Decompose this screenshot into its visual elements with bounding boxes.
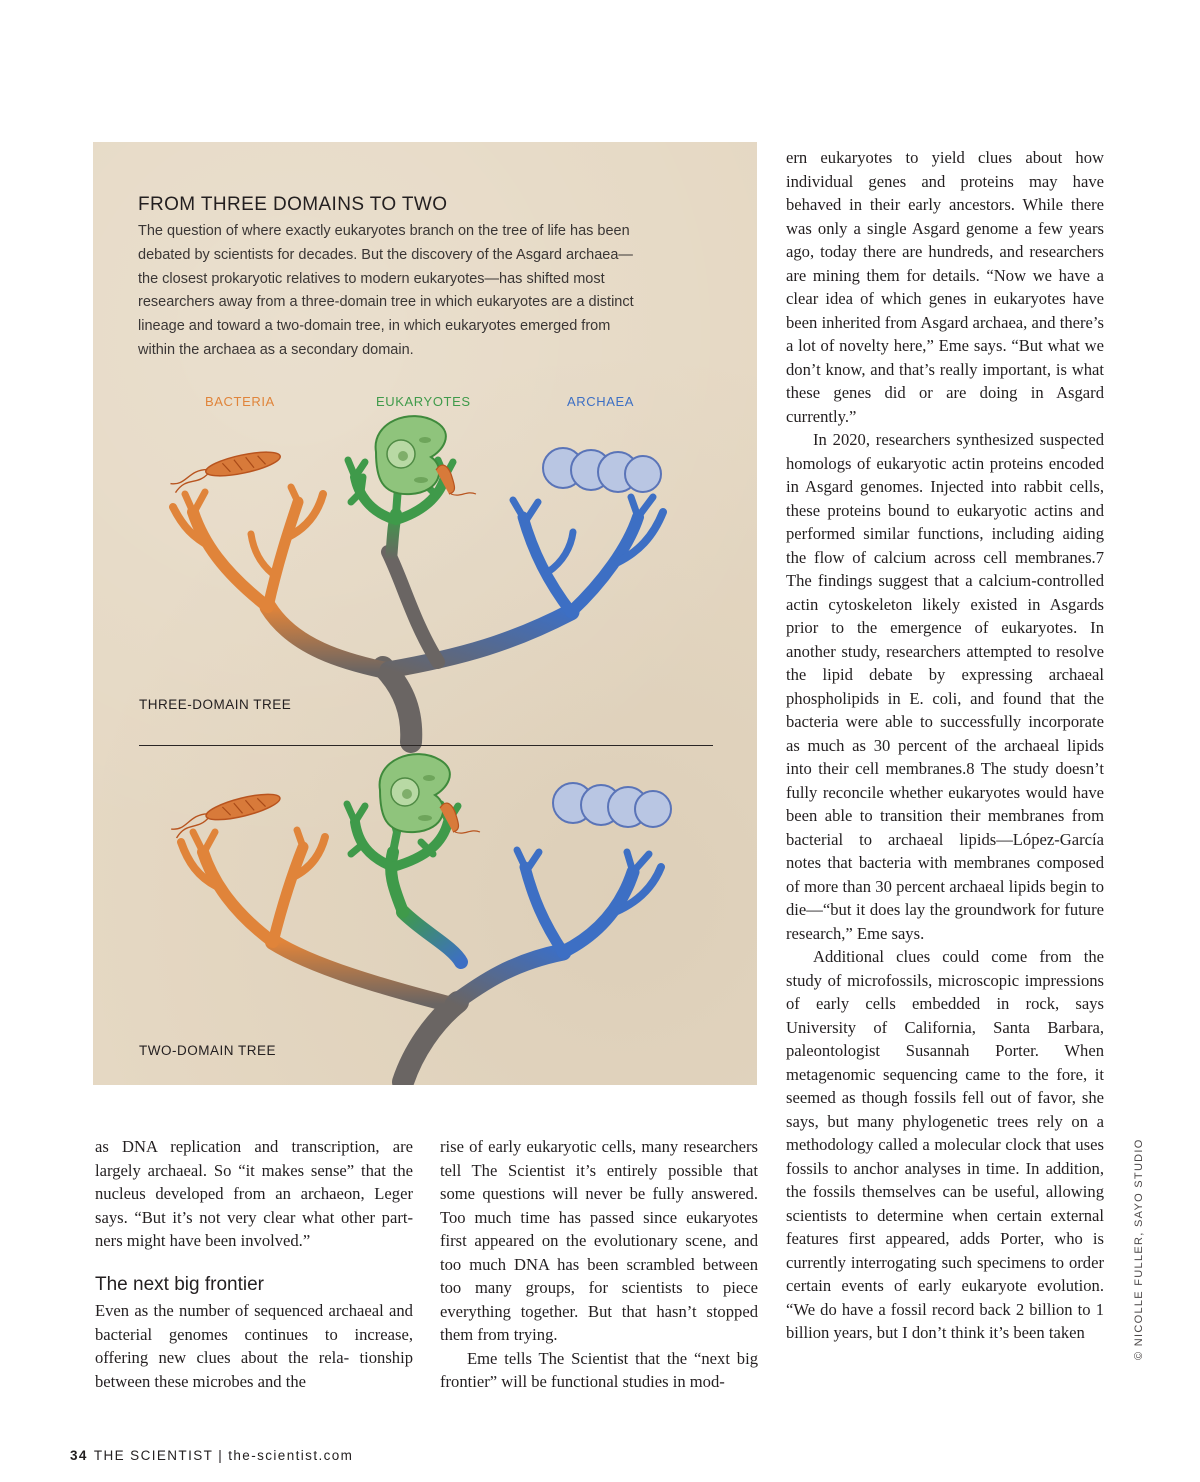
- branch-archaea-stem: [453, 952, 563, 1004]
- bacterium-icon: [168, 447, 283, 493]
- text-line: says. “But it’s not very clear what other part-: [95, 1207, 413, 1227]
- text-line: Even as the number of sequenced archaeal: [95, 1301, 384, 1320]
- eukaryotic-cell-icon: [376, 416, 476, 495]
- tree-trunk: [403, 1002, 458, 1082]
- figure-divider: [139, 745, 713, 746]
- bacteria-branches: [173, 487, 323, 607]
- text-line: as DNA replication and transcription, are: [95, 1137, 413, 1156]
- body-paragraph: In 2020, researchers synthesized suspected homologs of eukaryotic actin proteins encoded in Asgard genomes. Injected into rabbit cells, these proteins bound to eukaryotic actins and performed similar functions, including aiding the flow of calcium across cell membranes.7 The findings suggest that a calcium-controlled actin cytoskeleton likely existed in Asgards prior to the emergence of eukaryotes. In another study, researchers attempted to resolve the lipid debate by expressing archaeal phospholipids in E. coli, and found that the bacteria were able to successfully incorporate as much as 30 percent of the archaeal lipids into their cell membranes.8 The study doesn’t fully reconcile whether eukaryotes would have been able to transition their membranes from bacterial to archaeal lipids—López-García notes that bacteria with membranes composed of more than 30 percent archaeal lipids begin to die—“but it does lay the groundwork for future research,” Eme says.: [786, 430, 1104, 943]
- domain-label-archaea: ARCHAEA: [567, 394, 635, 409]
- caption-line: researchers away from a three-domain tree in which eukaryotes are a distinct: [138, 294, 634, 311]
- bacterium-icon: [168, 789, 283, 839]
- archaea-branches: [513, 497, 663, 612]
- caption-line: lineage and toward a two-domain tree, in which eukaryotes emerged from: [138, 318, 611, 335]
- text-line: tionship between these microbes and the: [95, 1348, 413, 1391]
- body-paragraph: rise of early eukaryotic cells, many researchers tell The Scientist it’s entirely possible that some questions will never be fully answered. Too much time has passed since eukaryotes first appeared on the evolutionary scene, and too much DNA has been scrambled between too many groups, for scientists to piece everything together. But that hasn’t stopped them from trying.: [440, 1137, 758, 1344]
- body-paragraph: Additional clues could come from the study of microfossils, microscopic impressions of early cells embedded in rock, says University of California, Santa Barbara, paleontologist Susannah Porter. When metagenomic sequencing came to the fore, it seemed as though fossils fell out of favor, she says, but many phylogenetic trees rely on a methodology called a molecular clock that uses fossils to anchor analyses in time. In addition, the fossils themselves can be useful, allowing scientists to determine when certain external features first appeared, adds Porter, who is currently interrogating such specimens to order certain events of early eukaryote evolution. “We do have a fossil record back 2 billion to 1 billion years, but I don’t think it’s been taken: [786, 947, 1104, 1342]
- magazine-name: THE SCIENTIST | the-scientist.com: [93, 1448, 354, 1463]
- archaea-branches: [517, 850, 661, 952]
- image-credit: © NICOLLE FULLER, SAYO STUDIO: [1133, 1138, 1145, 1360]
- text-line: and bacterial genomes continues to: [95, 1301, 413, 1344]
- page-footer: [70, 1448, 353, 1463]
- column-1-top: [95, 1135, 413, 1253]
- domain-label-bacteria: BACTERIA: [205, 394, 275, 409]
- caption-line: debated by scientists for decades. But the discovery of the Asgard archaea—: [138, 246, 633, 263]
- bacteria-branches: [181, 830, 325, 942]
- tree-illustration: [93, 142, 757, 1085]
- text-line: largely archaeal. So “it makes sense” that the: [95, 1160, 413, 1180]
- three-domain-tree-label: THREE-DOMAIN TREE: [139, 697, 292, 712]
- archaea-cells-icon: [553, 783, 671, 827]
- section-heading: The next big frontier: [95, 1274, 264, 1295]
- body-paragraph: [95, 1299, 413, 1393]
- caption-line: within the archaea as a secondary domain.: [138, 341, 414, 358]
- branch-bacteria-stem: [268, 607, 393, 672]
- column-1-bottom: [95, 1299, 413, 1393]
- column-2: [440, 1135, 758, 1394]
- body-paragraph: [95, 1135, 413, 1253]
- branch-bacteria-stem: [273, 942, 448, 1004]
- branch-eukaryote-stem: [388, 552, 438, 662]
- body-paragraph: ern eukaryotes to yield clues about how individual genes and proteins may have behaved in their early ancestors. While there was only a single Asgard genome a few years ago, today there are hundreds, and researchers are mining them for details. “Now we have a clear idea of which genes in eukaryotes have been inherited from Asgard archaea, and there’s a lot of novelty here,” Eme says. “But what we don’t know, and that’s really important, is what these genes did or are doing in Asgard currently.”: [786, 148, 1104, 426]
- figure-title: FROM THREE DOMAINS TO TWO: [138, 194, 448, 215]
- column-3: [786, 146, 1104, 1345]
- branch-eukaryote-stem: [403, 912, 461, 962]
- text-line: ners might have been involved.”: [95, 1231, 311, 1250]
- page-number: 34: [70, 1448, 88, 1463]
- domain-label-eukaryotes: EUKARYOTES: [376, 394, 471, 409]
- caption-line: The question of where exactly eukaryotes branch on the tree of life has been: [138, 223, 630, 239]
- two-domain-tree-label: TWO-DOMAIN TREE: [139, 1043, 276, 1058]
- caption-line: the closest prokaryotic relatives to modern eukaryotes—has shifted most: [138, 270, 605, 287]
- two-domain-tree: [181, 804, 661, 1082]
- text-line: increase, offering new clues about the rela-: [95, 1324, 413, 1367]
- infographic-panel: [93, 142, 757, 1085]
- archaea-cells-icon: [543, 448, 661, 492]
- eukaryotic-cell-icon: [380, 754, 480, 833]
- text-line: nucleus developed from an archaeon, Leger: [95, 1184, 413, 1203]
- body-paragraph: Eme tells The Scientist that the “next big frontier” will be functional studies in mod-: [440, 1348, 758, 1391]
